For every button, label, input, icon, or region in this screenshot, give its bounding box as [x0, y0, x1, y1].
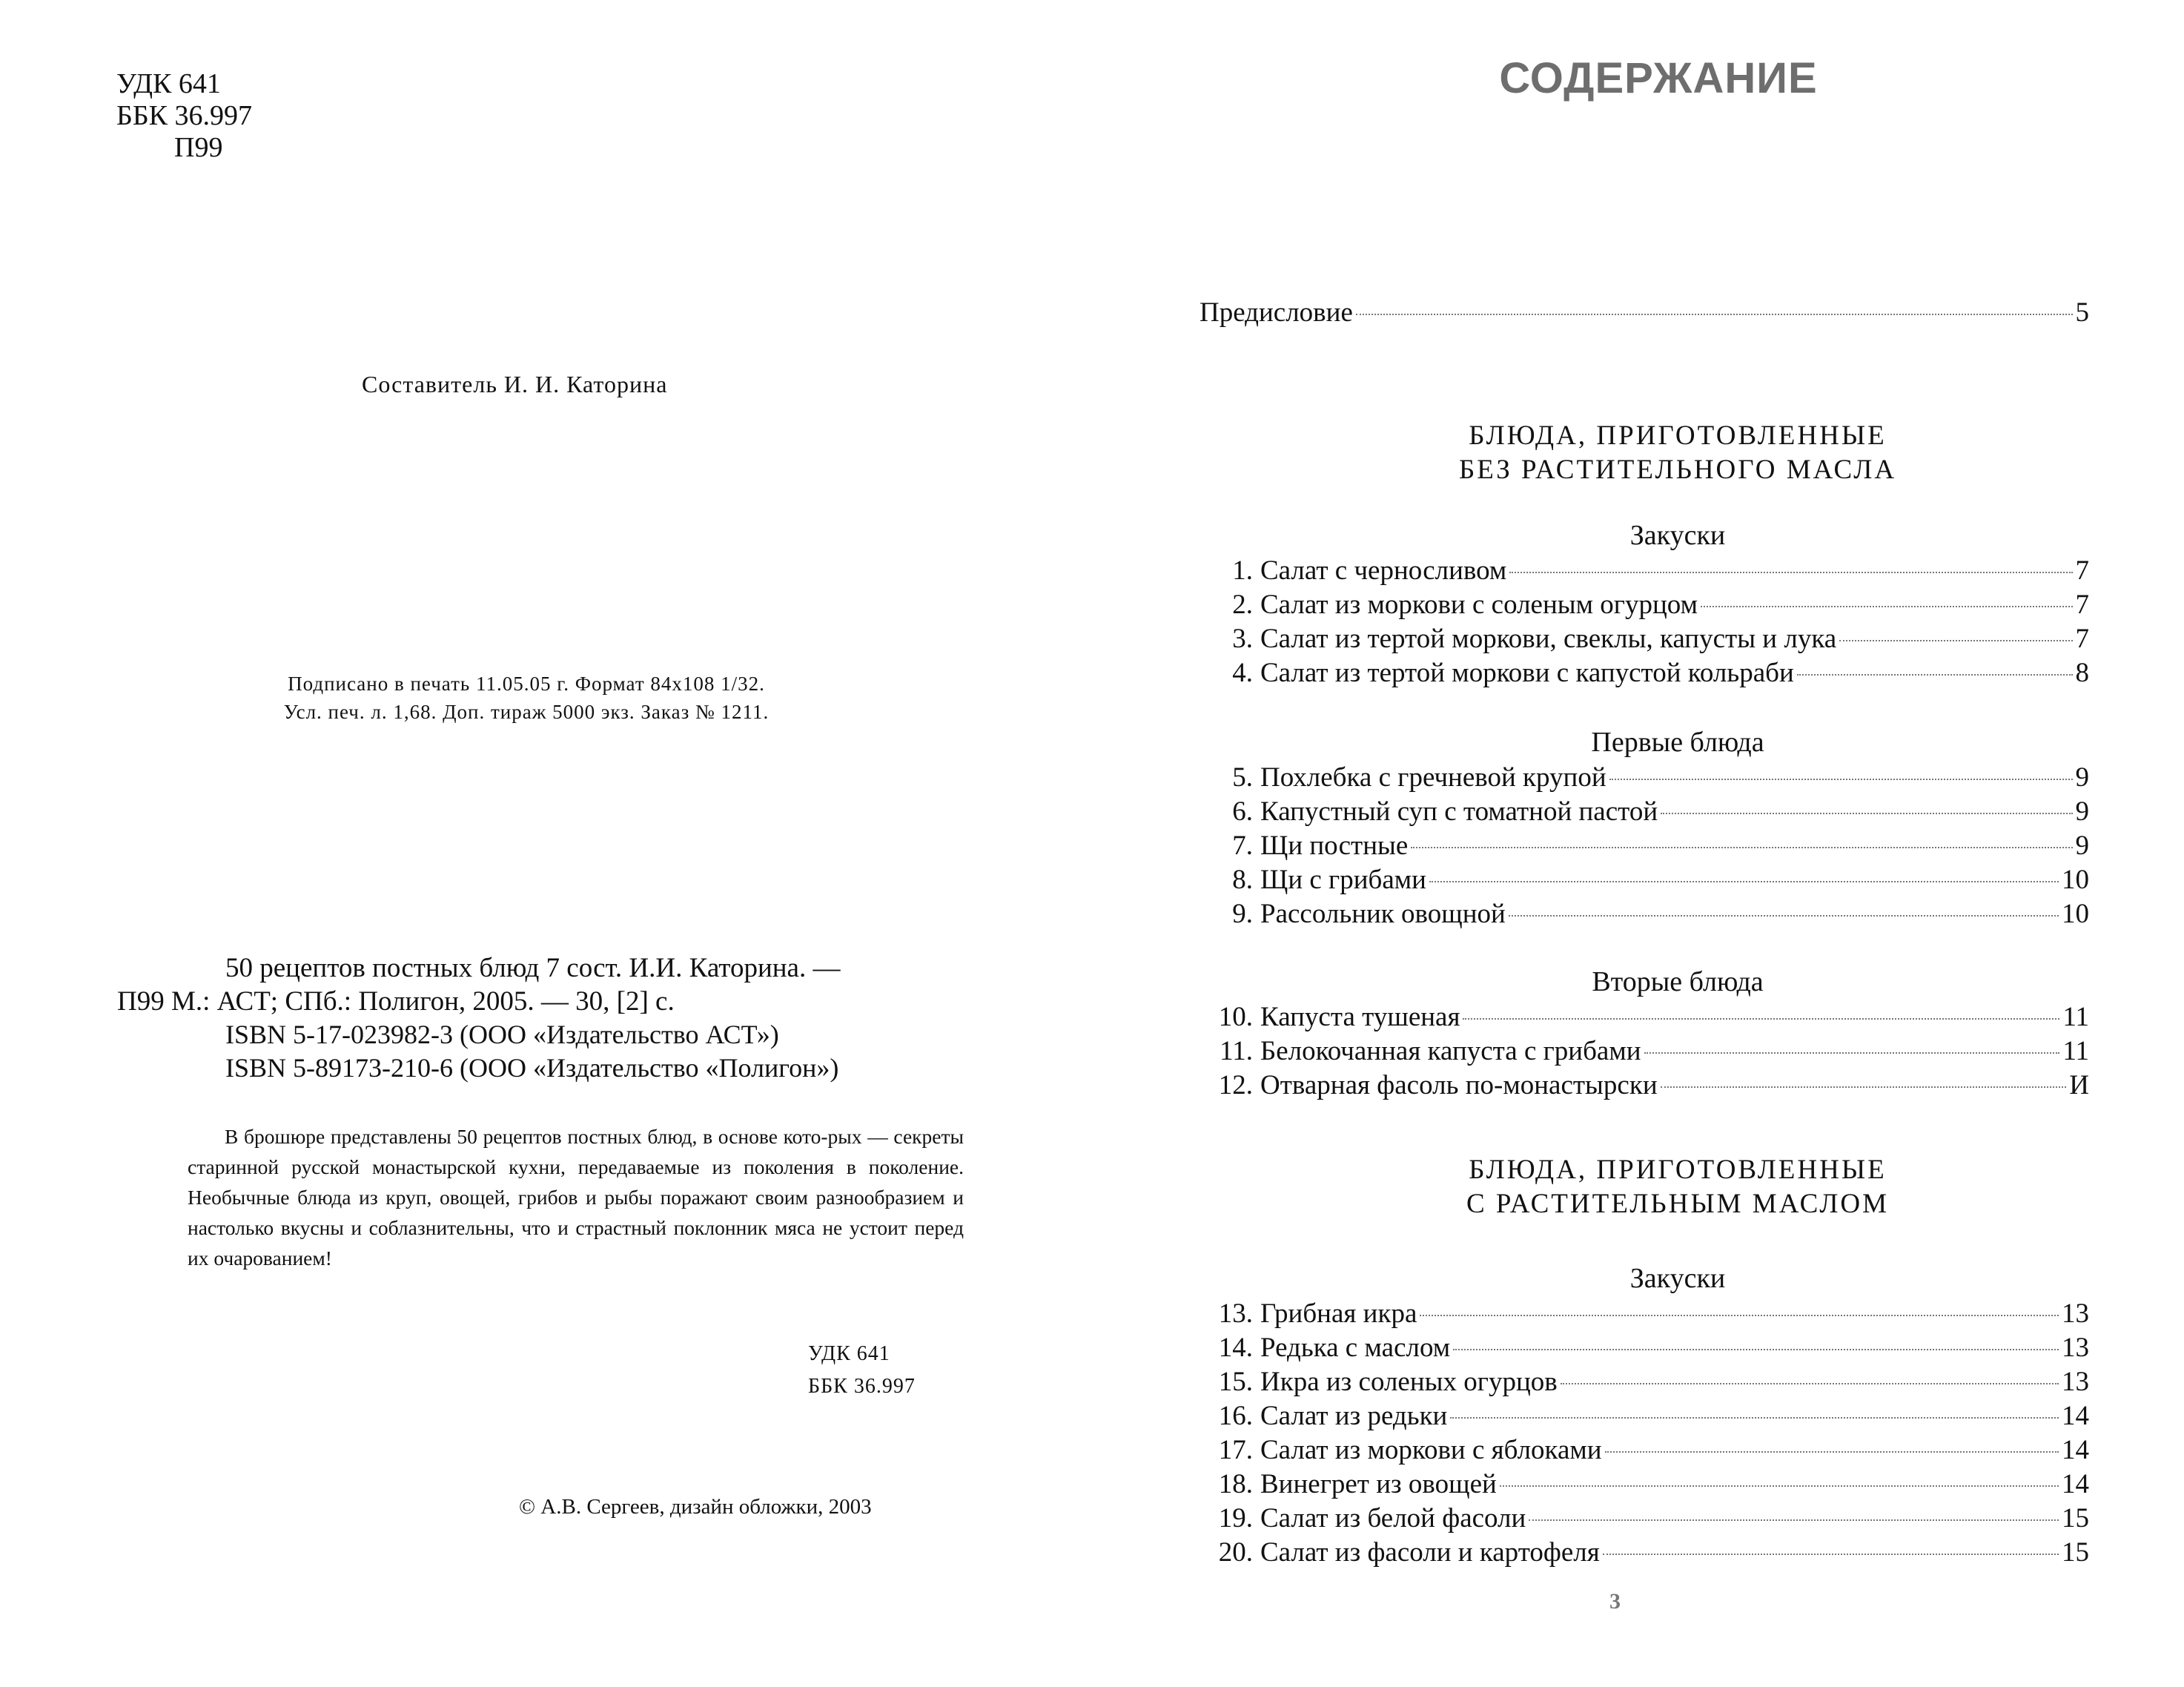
toc-entry[interactable]	[1199, 657, 2089, 690]
toc-leader	[1839, 640, 2072, 641]
toc-entry-page: 7	[2075, 555, 2089, 586]
toc-leader	[1509, 915, 2059, 917]
section-heading-line: БЛЮДА, ПРИГОТОВЛЕННЫЕ	[1469, 420, 1887, 451]
toc-entry-title: Капуста тушеная	[1260, 1002, 1460, 1032]
toc-leader	[1701, 606, 2073, 607]
right-page	[1092, 0, 2184, 1687]
toc-leader	[1661, 1086, 2067, 1088]
toc-entry-title: Грибная икра	[1260, 1298, 1417, 1329]
toc-entry-number: 12.	[1218, 1070, 1253, 1100]
toc-entry-title: Капустный суп с томатной пастой	[1260, 796, 1658, 827]
toc-entry-title: Щи с грибами	[1260, 865, 1426, 895]
toc-entry-page: 10	[2062, 899, 2089, 929]
toc-entry-number: 2.	[1232, 590, 1253, 620]
toc-entry-number: 4.	[1232, 658, 1253, 688]
toc-entry-page: 15	[2062, 1537, 2089, 1568]
isbn-line: ISBN 5-17-023982-3 (ООО «Издательство АСТ»)	[225, 1020, 779, 1049]
subsection-heading: Первые блюда	[1591, 727, 1764, 758]
toc-leader	[1605, 1451, 2059, 1453]
toc-entry-title: Салат из тертой моркови с капустой кольраби	[1260, 658, 1794, 688]
toc-leader	[1411, 847, 2072, 848]
toc-entry-number: 13.	[1218, 1298, 1253, 1329]
toc-leader	[1509, 572, 2072, 573]
toc-entry-number: 11.	[1220, 1036, 1253, 1066]
toc-entry-page: 10	[2062, 865, 2089, 895]
toc-entry[interactable]	[1199, 1001, 2089, 1034]
section-heading-line: С РАСТИТЕЛЬНЫМ МАСЛОМ	[1466, 1189, 1890, 1219]
toc-leader	[1644, 1052, 2060, 1054]
toc-leader	[1797, 674, 2073, 676]
annotation	[188, 1121, 964, 1273]
toc-entry[interactable]	[1199, 762, 2089, 794]
toc-leader	[1356, 314, 2073, 315]
toc-entry-page: И	[2069, 1070, 2089, 1100]
toc-entry-title: Салат из фасоли и картофеля	[1260, 1537, 1600, 1568]
toc-leader	[1500, 1485, 2059, 1487]
copyright-notice: © А.В. Сергеев, дизайн обложки, 2003	[519, 1495, 872, 1519]
toc-entry[interactable]	[1199, 1035, 2089, 1068]
author-mark: П99	[174, 132, 223, 163]
bbk-code: ББК 36.997	[808, 1375, 916, 1398]
toc-entry[interactable]	[1199, 1502, 2089, 1535]
print-info-line: Подписано в печать 11.05.05 г. Формат 84x108 1/32.	[288, 673, 765, 695]
compiler-credit: Составитель И. И. Каторина	[362, 371, 668, 397]
toc-entry-number: 3.	[1232, 624, 1253, 654]
toc-entry-title: Салат из моркови с соленым огурцом	[1260, 590, 1698, 620]
toc-entry-page: 11	[2062, 1002, 2089, 1032]
toc-entry-number: 7.	[1232, 831, 1253, 861]
toc-entry-title: Щи постные	[1260, 831, 1409, 861]
toc-entry-page: 13	[2062, 1298, 2089, 1329]
toc-entry[interactable]	[1199, 1298, 2089, 1330]
toc-entry-title: Похлебка с гречневой крупой	[1260, 762, 1606, 793]
toc-entry-page: 14	[2062, 1435, 2089, 1465]
section-heading	[1351, 1153, 2004, 1221]
toc-entry[interactable]	[1199, 297, 2089, 329]
toc-entry[interactable]	[1199, 589, 2089, 621]
toc-leader	[1429, 881, 2059, 882]
toc-leader	[1661, 813, 2072, 814]
toc-entry-number: 1.	[1232, 555, 1253, 586]
toc-entry[interactable]	[1199, 1069, 2089, 1102]
toc-entry[interactable]	[1199, 1468, 2089, 1501]
toc-entry-number: 14.	[1218, 1333, 1253, 1363]
toc-entry-number: 18.	[1218, 1469, 1253, 1499]
toc-entry[interactable]	[1199, 555, 2089, 587]
toc-leader	[1561, 1383, 2059, 1384]
toc-entry-title: Отварная фасоль по-монастырски	[1260, 1070, 1658, 1100]
toc-entry-page: 5	[2075, 297, 2089, 328]
print-info-line: Усл. печ. л. 1,68. Доп. тираж 5000 экз. Заказ № 1211.	[283, 701, 770, 723]
isbn-line: ISBN 5-89173-210-6 (ООО «Издательство «Полигон»)	[225, 1053, 839, 1083]
toc-entry-number: 10.	[1218, 1002, 1253, 1032]
toc-entry-title: Салат из белой фасоли	[1260, 1503, 1526, 1534]
toc-entry-number: 15.	[1218, 1367, 1253, 1397]
udk-code: УДК 641	[808, 1342, 890, 1365]
toc-entry-page: 14	[2062, 1401, 2089, 1431]
udk-block-bottom	[808, 1338, 916, 1403]
toc-entry-page: 7	[2075, 624, 2089, 654]
toc-entry-title: Салат из моркови с яблоками	[1260, 1435, 1602, 1465]
toc-entry-number: 19.	[1218, 1503, 1253, 1534]
toc-entry[interactable]	[1199, 796, 2089, 828]
section-heading-line: БЛЮДА, ПРИГОТОВЛЕННЫЕ	[1469, 1155, 1887, 1185]
toc-entry-title: Винегрет из овощей	[1260, 1469, 1497, 1499]
toc-entry-page: 13	[2062, 1333, 2089, 1363]
toc-entry-title: Рассольник овощной	[1260, 899, 1506, 929]
toc-entry-number: 20.	[1218, 1537, 1253, 1568]
toc-entry-page: 14	[2062, 1469, 2089, 1499]
toc-entry-title: Салат с черносливом	[1260, 555, 1507, 586]
section-heading-line: БЕЗ РАСТИТЕЛЬНОГО МАСЛА	[1458, 455, 1897, 485]
toc-entry-page: 13	[2062, 1367, 2089, 1397]
toc-entry-number: 16.	[1218, 1401, 1253, 1431]
toc-entry[interactable]	[1199, 830, 2089, 862]
subsection-heading: Вторые блюда	[1592, 966, 1764, 997]
toc-leader	[1420, 1315, 2059, 1316]
toc-entry-page: 9	[2075, 796, 2089, 827]
udk-code: УДК 641	[116, 68, 221, 99]
toc-entry[interactable]	[1199, 1332, 2089, 1364]
toc-leader	[1529, 1519, 2059, 1521]
toc-leader	[1603, 1554, 2059, 1555]
toc-leader	[1609, 779, 2073, 780]
contents-title: СОДЕРЖАНИЕ	[1499, 54, 1818, 102]
toc-entry[interactable]	[1199, 1366, 2089, 1399]
subsection-heading: Закуски	[1629, 1263, 1726, 1294]
toc-entry-page: 9	[2075, 831, 2089, 861]
toc-entry-title: Редька с маслом	[1260, 1333, 1451, 1363]
udk-block-top	[116, 68, 252, 164]
bibliographic-record	[117, 951, 840, 1085]
toc-entry-title: Салат из редьки	[1260, 1401, 1448, 1431]
toc-entry-title: Предисловие	[1199, 297, 1353, 328]
toc-entry[interactable]	[1199, 1536, 2089, 1569]
bbk-code: ББК 36.997	[116, 100, 252, 131]
section-heading	[1351, 419, 2004, 487]
annotation-text: В брошюре представлены 50 рецептов постных блюд, в основе кото-рых — секреты старинной русской монастырской кухни, передаваемые из поколения в поколение. Необычные блюда из круп, овощей, грибов и рыбы поражают своим разнообразием и настолько вкусны и соблазнительны, что и страстный поклонник мяса не устоит перед их очарованием!	[188, 1125, 964, 1270]
toc-entry-number: 5.	[1232, 762, 1253, 793]
print-info	[222, 670, 830, 726]
toc-entry-page: 15	[2062, 1503, 2089, 1534]
toc-leader	[1463, 1018, 2059, 1020]
biblio-title-line: 50 рецептов постных блюд 7 сост. И.И. Каторина. —	[225, 953, 841, 983]
toc-entry-number: 8.	[1232, 865, 1253, 895]
toc-entry[interactable]	[1199, 1434, 2089, 1467]
toc-entry-title: Белокочанная капуста с грибами	[1260, 1036, 1641, 1066]
toc-leader	[1453, 1349, 2059, 1350]
toc-entry-page: 9	[2075, 762, 2089, 793]
toc-entry[interactable]	[1199, 898, 2089, 931]
page-number: 3	[1609, 1589, 1621, 1614]
toc-entry[interactable]	[1199, 1400, 2089, 1433]
subsection-heading: Закуски	[1629, 520, 1726, 551]
toc-entry-number: 9.	[1232, 899, 1253, 929]
toc-leader	[1450, 1417, 2059, 1419]
biblio-publisher-line: П99 М.: АСТ; СПб.: Полигон, 2005. — 30, [2] с.	[117, 986, 675, 1017]
toc-entry-title: Икра из соленых огурцов	[1260, 1367, 1558, 1397]
toc-entry-number: 17.	[1218, 1435, 1253, 1465]
toc-entry[interactable]	[1199, 864, 2089, 897]
toc-entry-page: 7	[2075, 590, 2089, 620]
toc-entry[interactable]	[1199, 623, 2089, 656]
toc-entry-page: 11	[2062, 1036, 2089, 1066]
toc-entry-title: Салат из тертой моркови, свеклы, капусты и лука	[1260, 624, 1837, 654]
toc-entry-number: 6.	[1232, 796, 1253, 827]
toc-entry-page: 8	[2075, 658, 2089, 688]
